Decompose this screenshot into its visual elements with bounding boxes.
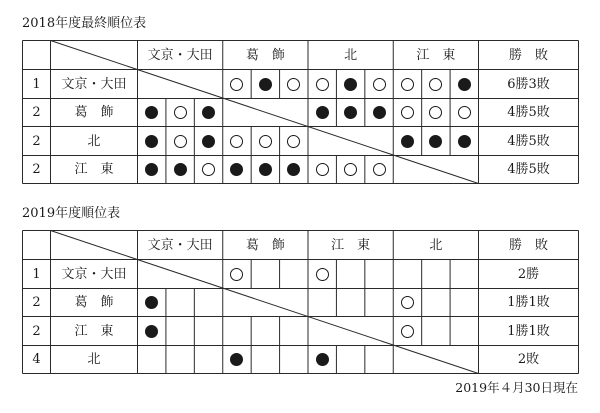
result-cell (194, 156, 222, 184)
result-cell (308, 156, 336, 184)
loss-mark (202, 135, 215, 148)
record: 4勝5敗 (507, 133, 550, 149)
loss-mark (259, 163, 272, 176)
result-cell (308, 346, 336, 374)
result-cell (138, 289, 166, 317)
result-cell (308, 99, 336, 127)
header-team: 葛 飾 (245, 47, 285, 63)
result-cell (194, 127, 222, 156)
rank: 1 (32, 76, 41, 92)
loss-mark (174, 163, 187, 176)
result-cell (138, 127, 166, 156)
rank: 2 (32, 105, 41, 120)
record: 4勝5敗 (507, 105, 550, 120)
loss-mark (202, 106, 215, 119)
team-name: 葛 飾 (74, 295, 114, 310)
table-title-2019: 2019年度順位表 (22, 206, 121, 221)
win-mark (287, 135, 300, 148)
header-team: 江 東 (416, 47, 456, 63)
loss-mark (145, 296, 158, 309)
result-cell (223, 156, 251, 184)
result-cell (393, 317, 421, 346)
result-cell (393, 289, 421, 317)
result-cell (280, 156, 308, 184)
team-name: 文京・大田 (61, 76, 127, 92)
record: 4勝5敗 (507, 162, 550, 177)
result-cell (138, 156, 166, 184)
result-cell (251, 127, 279, 156)
result-cell (138, 317, 166, 346)
header-team: 葛 飾 (245, 237, 285, 253)
loss-mark (287, 163, 300, 176)
result-cell (166, 99, 194, 127)
team-name: 北 (87, 133, 101, 149)
as-of-date: 2019年４月30日現在 (455, 380, 578, 395)
win-mark (174, 135, 187, 148)
result-cell (223, 346, 251, 374)
record: 1勝1敗 (507, 323, 550, 339)
result-cell (422, 70, 450, 99)
result-cell (450, 99, 478, 127)
record: 6勝3敗 (507, 76, 550, 92)
rank: 2 (32, 162, 41, 177)
win-mark (401, 78, 414, 91)
result-cell (393, 70, 421, 99)
loss-mark (230, 163, 243, 176)
loss-mark (145, 106, 158, 119)
result-cell (365, 99, 393, 127)
loss-mark (230, 353, 243, 366)
loss-mark (344, 78, 357, 91)
record: 2勝 (517, 266, 540, 282)
loss-mark (316, 353, 329, 366)
record: 1勝1敗 (507, 295, 550, 310)
win-mark (202, 163, 215, 176)
result-cell (194, 99, 222, 127)
team-name: 文京・大田 (61, 266, 127, 282)
result-cell (365, 70, 393, 99)
win-mark (401, 296, 414, 309)
standings-table-2019 (22, 230, 579, 374)
header-team: 文京・大田 (147, 237, 213, 253)
result-cell (223, 70, 251, 99)
win-mark (344, 163, 357, 176)
loss-mark (429, 135, 442, 148)
result-cell (422, 99, 450, 127)
result-cell (336, 156, 364, 184)
win-mark (401, 106, 414, 119)
result-cell (393, 99, 421, 127)
win-mark (230, 268, 243, 281)
result-cell (223, 127, 251, 156)
win-mark (373, 78, 386, 91)
win-mark (458, 106, 471, 119)
result-cell (166, 156, 194, 184)
result-cell (422, 127, 450, 156)
header-team: 北 (429, 237, 443, 253)
rank: 2 (32, 133, 41, 149)
win-mark (316, 268, 329, 281)
header-team: 文京・大田 (147, 47, 213, 63)
result-cell (450, 70, 478, 99)
result-cell (450, 127, 478, 156)
header-record: 勝 敗 (508, 47, 548, 63)
team-name: 江 東 (74, 323, 114, 339)
header-team: 江 東 (331, 237, 371, 253)
result-cell (308, 70, 336, 99)
win-mark (373, 163, 386, 176)
result-cell (336, 99, 364, 127)
result-cell (251, 156, 279, 184)
result-cell (280, 70, 308, 99)
record: 2敗 (517, 352, 540, 367)
team-name: 江 東 (74, 162, 114, 177)
win-mark (316, 78, 329, 91)
header-record: 勝 敗 (508, 237, 548, 253)
result-cell (365, 156, 393, 184)
rank: 2 (32, 323, 41, 339)
result-cell (223, 260, 251, 289)
result-cell (280, 127, 308, 156)
result-cell (251, 70, 279, 99)
win-mark (316, 163, 329, 176)
win-mark (230, 78, 243, 91)
loss-mark (458, 78, 471, 91)
loss-mark (145, 135, 158, 148)
team-name: 葛 飾 (74, 105, 114, 120)
win-mark (287, 78, 300, 91)
rank: 4 (32, 352, 41, 367)
loss-mark (373, 106, 386, 119)
loss-mark (344, 106, 357, 119)
result-cell (138, 99, 166, 127)
standings-table-2018 (22, 40, 579, 184)
loss-mark (145, 325, 158, 338)
loss-mark (145, 163, 158, 176)
loss-mark (401, 135, 414, 148)
result-cell (336, 70, 364, 99)
table-title-2018: 2018年度最終順位表 (22, 16, 147, 31)
win-mark (429, 78, 442, 91)
win-mark (259, 135, 272, 148)
win-mark (174, 106, 187, 119)
rank: 1 (32, 266, 41, 282)
win-mark (230, 135, 243, 148)
result-cell (308, 260, 336, 289)
team-name: 北 (87, 352, 101, 367)
win-mark (401, 325, 414, 338)
result-cell (393, 127, 421, 156)
result-cell (166, 127, 194, 156)
loss-mark (316, 106, 329, 119)
header-team: 北 (344, 47, 358, 63)
rank: 2 (32, 295, 41, 310)
loss-mark (259, 78, 272, 91)
win-mark (429, 106, 442, 119)
loss-mark (458, 135, 471, 148)
